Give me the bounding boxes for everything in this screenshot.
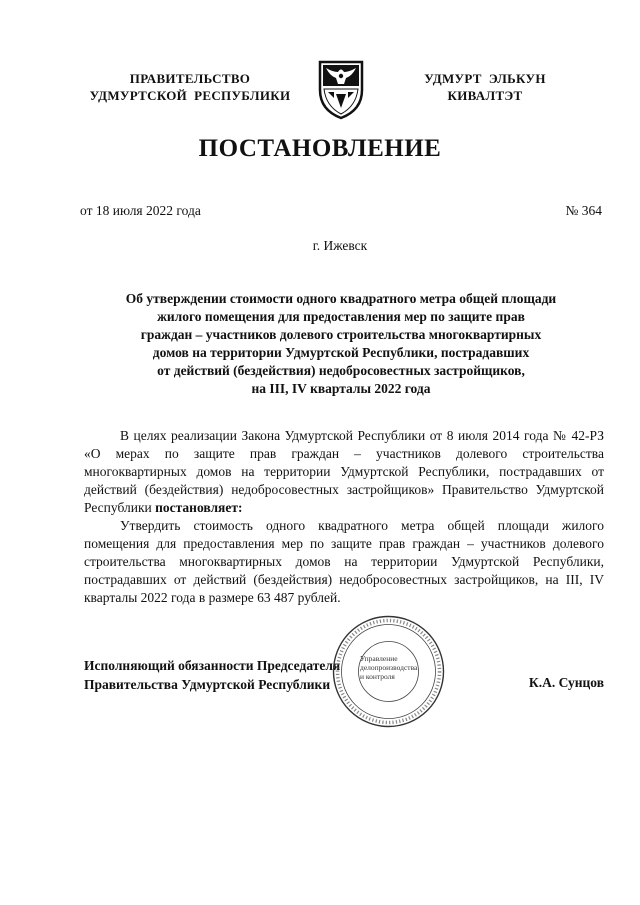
stamp-inner-text — [360, 654, 420, 681]
position-line-1: Исполняющий обязанности Председателя — [84, 658, 341, 673]
subject-line-1: Об утверждении стоимости одного квадратного метра общей площади — [125, 291, 557, 306]
paragraph-1-text: В целях реализации Закона Удмуртской Республики от 8 июля 2014 года № 42-РЗ «О мерах по защите прав граждан – участников долевого строительства многоквартирных домов на территории Удмуртской Республики, пострадавших от действий (бездействия) недобросовестных застройщиков» Правительство Удмуртской Республики — [84, 428, 604, 515]
stamp-line-1: Управление — [360, 654, 398, 663]
document-type-title: ПОСТАНОВЛЕНИЕ — [198, 135, 442, 162]
government-name-russian — [70, 70, 310, 104]
resolution-keyword: постановляет — [155, 500, 238, 515]
document-city: г. Ижевск — [312, 238, 368, 253]
body-paragraph-1 — [84, 427, 604, 517]
document-date: от 18 июля 2022 года — [80, 203, 201, 218]
document-subject — [80, 290, 602, 398]
document-body — [84, 427, 604, 607]
gov-name-udmurt-line-1: УДМУРТ ЭЛЬКУН — [424, 71, 546, 86]
stamp-line-3: и контроля — [360, 672, 395, 681]
document-number: № 364 — [565, 203, 602, 218]
position-line-2: Правительства Удмуртской Республики — [84, 677, 331, 692]
coat-of-arms-icon — [316, 56, 366, 120]
subject-line-3: граждан – участников долевого строительства многоквартирных — [140, 327, 542, 342]
stamp-line-2: делопроизводства — [360, 663, 418, 672]
signatory-position — [84, 656, 340, 694]
subject-line-6: на III, IV кварталы 2022 года — [251, 381, 431, 396]
resolution-colon: : — [237, 500, 243, 515]
gov-name-line-2: УДМУРТСКОЙ РЕСПУБЛИКИ — [89, 88, 291, 103]
government-name-udmurt — [385, 70, 585, 104]
signatory-name: К.А. Сунцов — [528, 675, 604, 690]
subject-line-5: от действий (бездействия) недобросовестных застройщиков, — [157, 363, 525, 378]
subject-line-2: жилого помещения для предоставления мер по защите прав — [157, 309, 525, 324]
gov-name-udmurt-line-2: КИВАЛТЭТ — [447, 88, 523, 103]
gov-name-line-1: ПРАВИТЕЛЬСТВО — [129, 71, 251, 86]
subject-line-4: домов на территории Удмуртской Республики, пострадавших — [152, 345, 530, 360]
body-paragraph-2: Утвердить стоимость одного квадратного метра общей площади жилого помещения для предоставления мер по защите прав граждан – участников долевого строительства многоквартирных домов на территории Удмуртской Республики, пострадавших от действий (бездействия) недобросовестных застройщиков, на III, IV кварталы 2022 года в размере 63 487 рублей. — [84, 518, 604, 605]
